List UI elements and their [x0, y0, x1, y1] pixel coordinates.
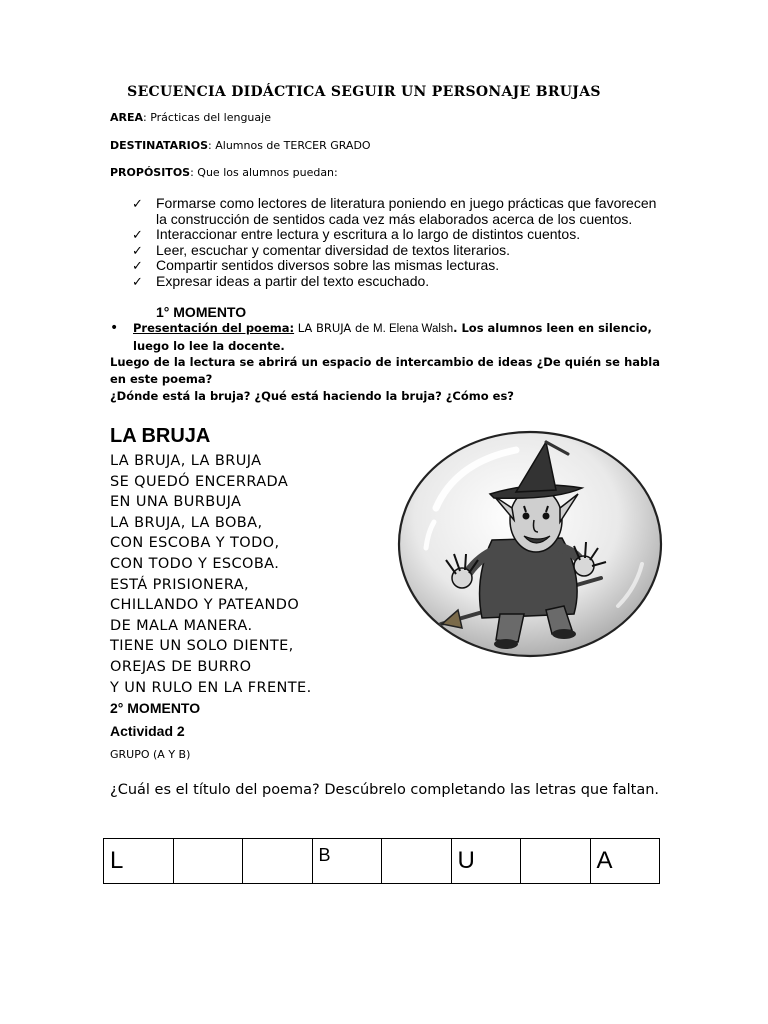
- presentation-label: Presentación del poema:: [133, 321, 295, 335]
- poem-line: LA BRUJA, LA BOBA,: [110, 514, 263, 531]
- page-title: SECUENCIA DIDÁCTICA SEGUIR UN PERSONAJE BRUJAS: [127, 84, 601, 100]
- letter-cell: A: [590, 839, 660, 884]
- letter-cell[interactable]: [173, 839, 243, 884]
- letter-cell[interactable]: [521, 839, 591, 884]
- poem-text: [110, 451, 312, 698]
- moment-1-heading: 1° MOMENTO: [156, 304, 247, 320]
- poem-line: Y UN RULO EN LA FRENTE.: [110, 679, 312, 696]
- letter-cell: L: [104, 839, 174, 884]
- destinatarios-label: DESTINATARIOS: [110, 139, 209, 152]
- poem-line: CHILLANDO Y PATEANDO: [110, 597, 300, 614]
- guide-questions: ¿Dónde está la bruja? ¿Qué está haciendo la bruja? ¿Cómo es?: [110, 389, 514, 403]
- activity-heading: Actividad 2: [110, 723, 185, 739]
- purpose-item: ✓ Compartir sentidos diversos sobre las mismas lecturas.: [132, 257, 500, 274]
- propositos-value: : Que los alumnos puedan:: [190, 166, 338, 179]
- poem-line: CON TODO Y ESCOBA.: [110, 555, 280, 572]
- witch-bubble-illustration: [396, 428, 664, 660]
- check-icon: ✓: [132, 273, 143, 289]
- poem-author: M. Elena Walsh: [372, 323, 454, 335]
- area-value: : Prácticas del lenguaje: [143, 111, 271, 124]
- presentation-item: • Presentación del poema: LA BRUJA de M. Elena Walsh. Los alumnos leen en silencio, luego lo lee la docente.: [110, 320, 652, 353]
- poem-line: EN UNA BURBUJA: [110, 494, 242, 511]
- bullet-icon: •: [110, 320, 119, 336]
- purpose-item: ✓ Leer, escuchar y comentar diversidad de textos literarios.: [132, 241, 511, 258]
- poem-line: LA BRUJA, LA BRUJA: [110, 453, 262, 469]
- letter-cell: U: [451, 839, 521, 884]
- area-line: [110, 111, 271, 124]
- propositos-line: [110, 166, 338, 179]
- purpose-item: ✓ Formarse como lectores de literatura poniendo en juego prácticas que favorecen la construcción de sentidos cada vez más elaborados acerca de los cuentos.: [132, 195, 657, 227]
- poem-line: OREJAS DE BURRO: [110, 658, 252, 675]
- poem-line: ESTÁ PRISIONERA,: [110, 576, 250, 593]
- poem-line: SE QUEDÓ ENCERRADA: [110, 473, 289, 490]
- poem-line: TIENE UN SOLO DIENTE,: [110, 638, 294, 655]
- destinatarios-line: [110, 139, 371, 152]
- area-label: AREA: [110, 111, 144, 124]
- purposes-list: [130, 196, 660, 290]
- check-icon: ✓: [132, 196, 143, 211]
- letter-cell[interactable]: [382, 839, 452, 884]
- task-question: ¿Cuál es el título del poema? Descúbrelo completando las letras que faltan.: [110, 782, 660, 798]
- purpose-item: ✓ Interaccionar entre lectura y escritura a lo largo de distintos cuentos.: [132, 226, 581, 243]
- letter-cell[interactable]: [243, 839, 313, 884]
- letter-grid: [103, 838, 660, 884]
- check-icon: ✓: [132, 258, 143, 274]
- purpose-item: ✓ Expresar ideas a partir del texto escuchado.: [132, 272, 430, 289]
- check-icon: ✓: [132, 242, 143, 258]
- moment-2-heading: 2° MOMENTO: [110, 700, 201, 716]
- poem-line: DE MALA MANERA.: [110, 617, 253, 634]
- letter-cell: B: [312, 839, 382, 884]
- check-icon: ✓: [132, 227, 143, 243]
- destinatarios-value: : Alumnos de TERCER GRADO: [208, 139, 371, 152]
- poem-line: CON ESCOBA Y TODO,: [110, 535, 280, 552]
- poem-title: LA BRUJA: [110, 425, 211, 447]
- exchange-paragraph: Luego de la lectura se abrirá un espacio de intercambio de ideas ¿De quién se habla en este poema?: [110, 355, 660, 386]
- propositos-label: PROPÓSITOS: [110, 166, 191, 179]
- group-label: GRUPO (A Y B): [110, 748, 191, 761]
